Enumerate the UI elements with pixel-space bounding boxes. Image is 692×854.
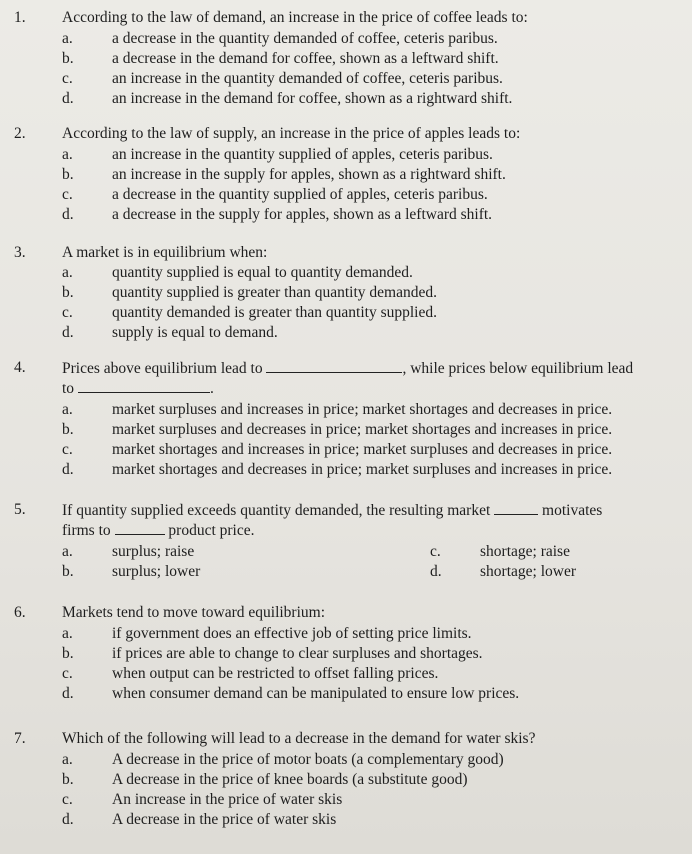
question-stem: A market is in equilibrium when: bbox=[62, 244, 268, 261]
option-b bbox=[62, 562, 362, 582]
stem-text: product price. bbox=[168, 522, 255, 539]
question-stem: According to the law of demand, an increase in the price of coffee leads to: bbox=[62, 9, 528, 26]
option-letter: c. bbox=[430, 543, 441, 560]
option-text: quantity supplied is equal to quantity demanded. bbox=[112, 264, 413, 281]
stem-text: to bbox=[62, 380, 75, 397]
option-b bbox=[62, 49, 684, 69]
option-letter: c. bbox=[62, 791, 73, 808]
stem-text: motivates bbox=[542, 502, 603, 519]
option-letter: c. bbox=[62, 304, 73, 321]
option-a bbox=[62, 263, 684, 283]
option-letter: d. bbox=[62, 90, 74, 107]
option-letter: d. bbox=[430, 563, 442, 580]
option-text: an increase in the quantity supplied of apples, ceteris paribus. bbox=[112, 146, 493, 163]
stem-text: , while prices below equilibrium lead bbox=[402, 360, 634, 377]
option-c bbox=[62, 440, 684, 460]
option-letter: c. bbox=[62, 665, 73, 682]
option-a bbox=[62, 29, 684, 49]
option-letter: d. bbox=[62, 206, 74, 223]
option-letter: b. bbox=[62, 563, 74, 580]
option-d bbox=[62, 810, 684, 830]
option-text: An increase in the price of water skis bbox=[112, 791, 343, 808]
question-stem: According to the law of supply, an increase in the price of apples leads to: bbox=[62, 125, 521, 142]
option-letter: a. bbox=[62, 401, 73, 418]
option-letter: d. bbox=[62, 461, 74, 478]
option-c bbox=[62, 303, 684, 323]
option-d bbox=[430, 562, 670, 582]
option-text: A decrease in the price of knee boards (a substitute good) bbox=[112, 771, 468, 788]
question-number: 4. bbox=[14, 359, 26, 376]
option-text: market surpluses and increases in price; market shortages and decreases in price. bbox=[112, 401, 613, 418]
question-number: 2. bbox=[14, 125, 26, 142]
answer-blank[interactable] bbox=[115, 520, 165, 535]
option-letter: b. bbox=[62, 50, 74, 67]
stem-text: firms to bbox=[62, 522, 111, 539]
stem-text: . bbox=[209, 380, 214, 397]
answer-blank[interactable] bbox=[266, 358, 402, 373]
option-text: a decrease in the demand for coffee, shown as a leftward shift. bbox=[112, 50, 499, 67]
option-letter: b. bbox=[62, 771, 74, 788]
option-text: shortage; raise bbox=[480, 543, 570, 560]
option-letter: b. bbox=[62, 645, 74, 662]
option-b bbox=[62, 644, 684, 664]
option-d bbox=[62, 205, 684, 225]
option-b bbox=[62, 165, 684, 185]
option-c bbox=[62, 664, 684, 684]
option-letter: a. bbox=[62, 264, 73, 281]
option-letter: a. bbox=[62, 751, 73, 768]
option-text: a decrease in the quantity demanded of coffee, ceteris paribus. bbox=[112, 30, 498, 47]
question-stem: Markets tend to move toward equilibrium: bbox=[62, 604, 326, 621]
option-text: an increase in the quantity demanded of coffee, ceteris paribus. bbox=[112, 70, 503, 87]
question-number: 7. bbox=[14, 730, 26, 747]
question-stem bbox=[62, 500, 684, 521]
option-text: A decrease in the price of water skis bbox=[112, 811, 337, 828]
option-d bbox=[62, 684, 684, 704]
option-c bbox=[62, 790, 684, 810]
option-text: supply is equal to demand. bbox=[112, 324, 278, 341]
option-letter: a. bbox=[62, 146, 73, 163]
stem-text: If quantity supplied exceeds quantity demanded, the resulting market bbox=[62, 502, 491, 519]
option-b bbox=[62, 770, 684, 790]
question-stem bbox=[62, 358, 684, 379]
option-letter: c. bbox=[62, 186, 73, 203]
option-a bbox=[62, 624, 684, 644]
question-stem-continued bbox=[62, 520, 684, 541]
option-b bbox=[62, 283, 684, 303]
option-text: an increase in the supply for apples, shown as a rightward shift. bbox=[112, 166, 506, 183]
answer-blank[interactable] bbox=[78, 378, 210, 393]
question-number: 6. bbox=[14, 604, 26, 621]
option-text: surplus; raise bbox=[112, 543, 195, 560]
question-number: 5. bbox=[14, 501, 26, 518]
option-a bbox=[62, 400, 684, 420]
option-letter: b. bbox=[62, 421, 74, 438]
option-a bbox=[62, 750, 684, 770]
question-stem-continued bbox=[62, 378, 684, 399]
option-letter: c. bbox=[62, 441, 73, 458]
option-letter: a. bbox=[62, 625, 73, 642]
option-text: a decrease in the supply for apples, shown as a leftward shift. bbox=[112, 206, 493, 223]
option-a bbox=[62, 542, 362, 562]
option-b bbox=[62, 420, 684, 440]
option-text: when output can be restricted to offset falling prices. bbox=[112, 665, 439, 682]
option-letter: b. bbox=[62, 166, 74, 183]
option-letter: d. bbox=[62, 685, 74, 702]
option-text: market shortages and increases in price; market surpluses and decreases in price. bbox=[112, 441, 613, 458]
option-text: market surpluses and decreases in price; market shortages and increases in price. bbox=[112, 421, 613, 438]
question-number: 1. bbox=[14, 9, 26, 26]
option-text: when consumer demand can be manipulated to ensure low prices. bbox=[112, 685, 520, 702]
option-letter: a. bbox=[62, 543, 73, 560]
option-text: if government does an effective job of setting price limits. bbox=[112, 625, 472, 642]
option-d bbox=[62, 460, 684, 480]
option-letter: c. bbox=[62, 70, 73, 87]
question-number: 3. bbox=[14, 244, 26, 261]
option-d bbox=[62, 89, 684, 109]
option-text: market shortages and decreases in price; market surpluses and increases in price. bbox=[112, 461, 613, 478]
option-text: quantity supplied is greater than quantity demanded. bbox=[112, 284, 437, 301]
option-letter: b. bbox=[62, 284, 74, 301]
option-text: surplus; lower bbox=[112, 563, 201, 580]
option-letter: d. bbox=[62, 811, 74, 828]
option-a bbox=[62, 145, 684, 165]
option-d bbox=[62, 323, 684, 343]
option-letter: d. bbox=[62, 324, 74, 341]
option-text: quantity demanded is greater than quantity supplied. bbox=[112, 304, 437, 321]
option-text: an increase in the demand for coffee, shown as a rightward shift. bbox=[112, 90, 513, 107]
question-stem: Which of the following will lead to a decrease in the demand for water skis? bbox=[62, 730, 536, 747]
option-c bbox=[62, 185, 684, 205]
option-c bbox=[430, 542, 670, 562]
option-text: a decrease in the quantity supplied of apples, ceteris paribus. bbox=[112, 186, 488, 203]
option-text: shortage; lower bbox=[480, 563, 576, 580]
option-letter: a. bbox=[62, 30, 73, 47]
option-text: A decrease in the price of motor boats (a complementary good) bbox=[112, 751, 504, 768]
option-c bbox=[62, 69, 684, 89]
option-text: if prices are able to change to clear surpluses and shortages. bbox=[112, 645, 483, 662]
answer-blank[interactable] bbox=[494, 500, 538, 515]
stem-text: Prices above equilibrium lead to bbox=[62, 360, 263, 377]
